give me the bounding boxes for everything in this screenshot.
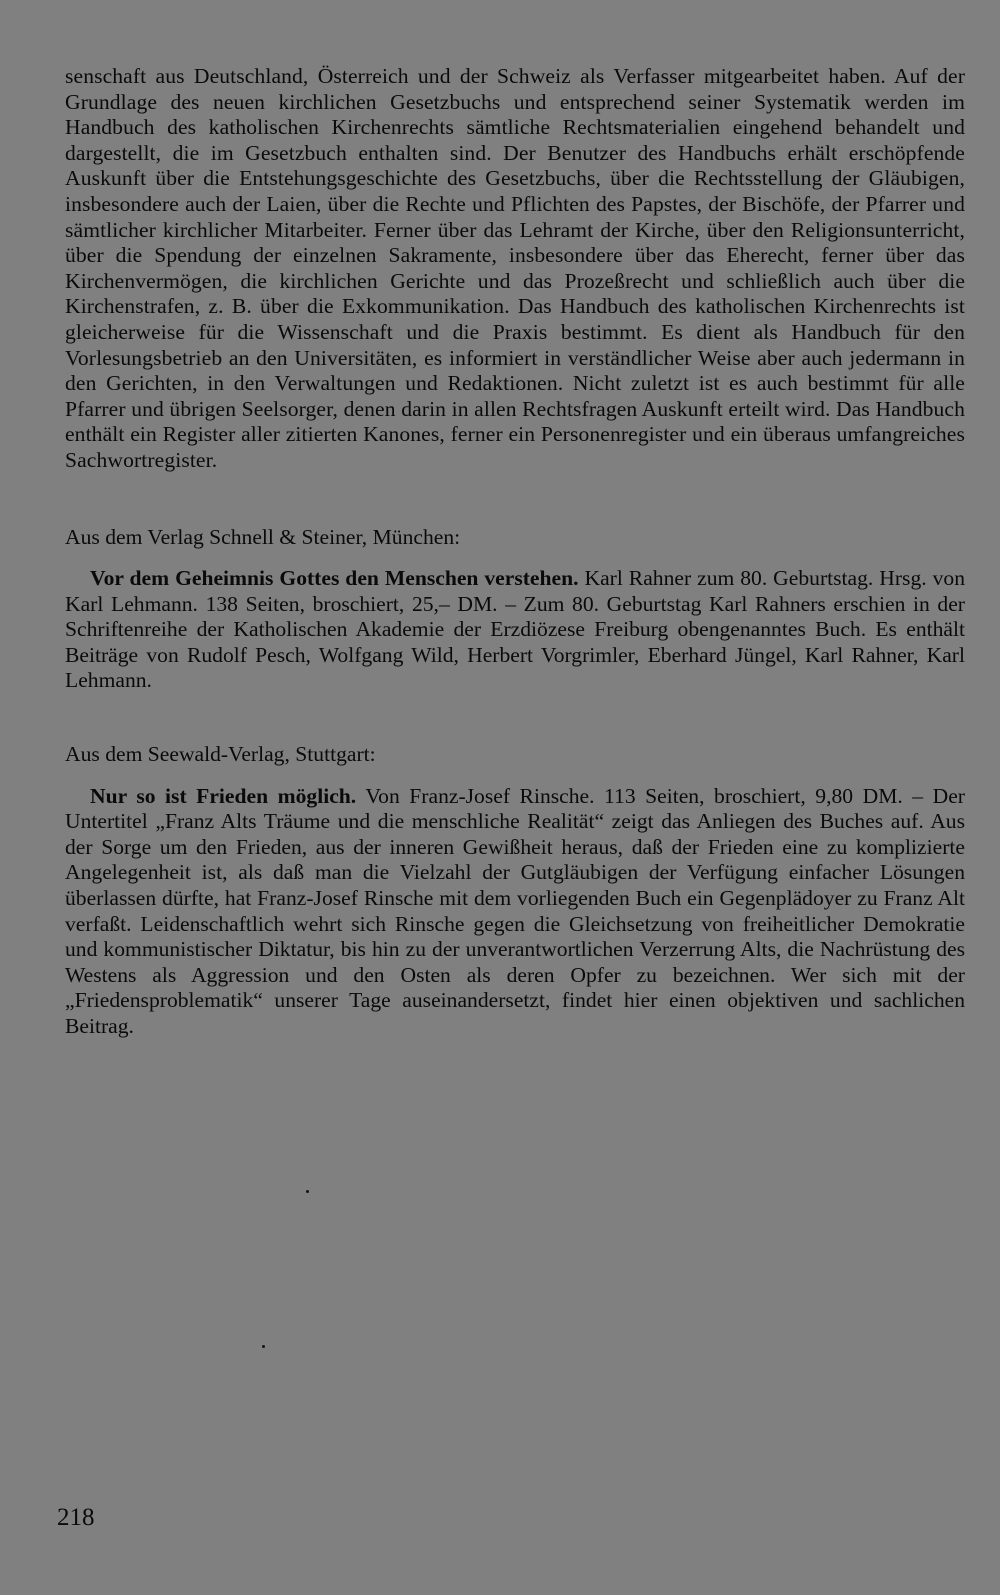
print-speck (306, 1190, 309, 1193)
book-title: Vor dem Geheimnis Gottes den Menschen verstehen. (90, 566, 579, 591)
book-entry-rinsche (65, 784, 965, 1040)
section-heading-seewald: Aus dem Seewald-Verlag, Stuttgart: (65, 742, 376, 767)
print-speck (262, 1345, 265, 1348)
page-content (65, 64, 965, 1040)
book-title: Nur so ist Frieden möglich. (90, 783, 357, 808)
intro-paragraph: senschaft aus Deutschland, Österreich und der Schweiz als Verfasser mitgearbeitet haben. Auf der Grundlage des neuen kirchlichen Gesetzbuchs und entsprechend seiner Systematik werden im Handbuch des katholischen Kirchenrechts sämtliche Rechtsmaterialien eingehend behandelt und dargestellt, die im Gesetzbuch enthalten sind. Der Benutzer des Handbuchs erhält erschöpfende Auskunft über die Entstehungsgeschichte des Gesetzbuchs, über die Rechtsstellung der Gläubigen, insbesondere auch der Laien, über die Rechte und Pflichten des Papstes, der Bischöfe, der Pfarrer und sämtlicher kirchlicher Mitarbeiter. Ferner über das Lehramt der Kirche, über den Religionsunterricht, über die Spendung der einzelnen Sakramente, insbesondere über das Eherecht, ferner über das Kirchenvermögen, die kirchlichen Gerichte und das Prozeßrecht und schließlich auch über die Kirchenstrafen, z. B. über die Exkommunikation. Das Handbuch des katholischen Kirchenrechts ist gleicherweise für die Wissenschaft und die Praxis bestimmt. Es dient als Handbuch für den Vorlesungsbetrieb an den Universitäten, es informiert in verständlicher Weise aber auch jedermann in den Gerichten, in den Verwaltungen und Redaktionen. Nicht zuletzt ist es auch bestimmt für alle Pfarrer und übrigen Seelsorger, denen darin in allen Rechtsfragen Auskunft erteilt wird. Das Handbuch enthält ein Register aller zitierten Kanones, ferner ein Personenregister und ein überaus umfangreiches Sachwortregister. (65, 64, 965, 472)
book-entry-rahner (65, 566, 965, 694)
section-heading-schnell-steiner: Aus dem Verlag Schnell & Steiner, München: (65, 524, 461, 549)
book-description: Karl Rahner zum 80. Geburtstag. Hrsg. von Karl Lehmann. 138 Seiten, broschiert, 25,– DM. – Zum 80. Geburtstag Karl Rahners erschien in der Schriftenreihe der Katholischen Akademie der Erzdiözese Freiburg obengenanntes Buch. Es enthält Beiträge von Rudolf Pesch, Wolfgang Wild, Herbert Vorgrimler, Eberhard Jüngel, Karl Rahner, Karl Lehmann. (65, 566, 965, 693)
page-number: 218 (57, 1504, 95, 1531)
book-description: Von Franz-Josef Rinsche. 113 Seiten, broschiert, 9,80 DM. – Der Untertitel „Franz Alts Träume und die menschliche Realität“ zeigt das Anliegen des Buches auf. Aus der Sorge um den Frieden, aus der inneren Gewißheit heraus, daß der Frieden eine zu komplizierte Angelegenheit ist, als daß man die Vielzahl der Gutgläubigen der Verfügung einfacher Lösungen überlassen dürfte, hat Franz-Josef Rinsche mit dem vorliegenden Buch ein Gegenplädoyer zu Franz Alt verfaßt. Leidenschaftlich wehrt sich Rinsche gegen die Gleichsetzung von freiheitlicher Demokratie und kommunistischer Diktatur, bis hin zu der unverantwortlichen Verzerrung Alts, die Nachrüstung des Westens als Aggression und den Osten als deren Opfer zu bezeichnen. Wer sich mit der „Friedensproblematik“ unserer Tage auseinandersetzt, findet hier einen objektiven und sachlichen Beitrag. (65, 783, 965, 1038)
